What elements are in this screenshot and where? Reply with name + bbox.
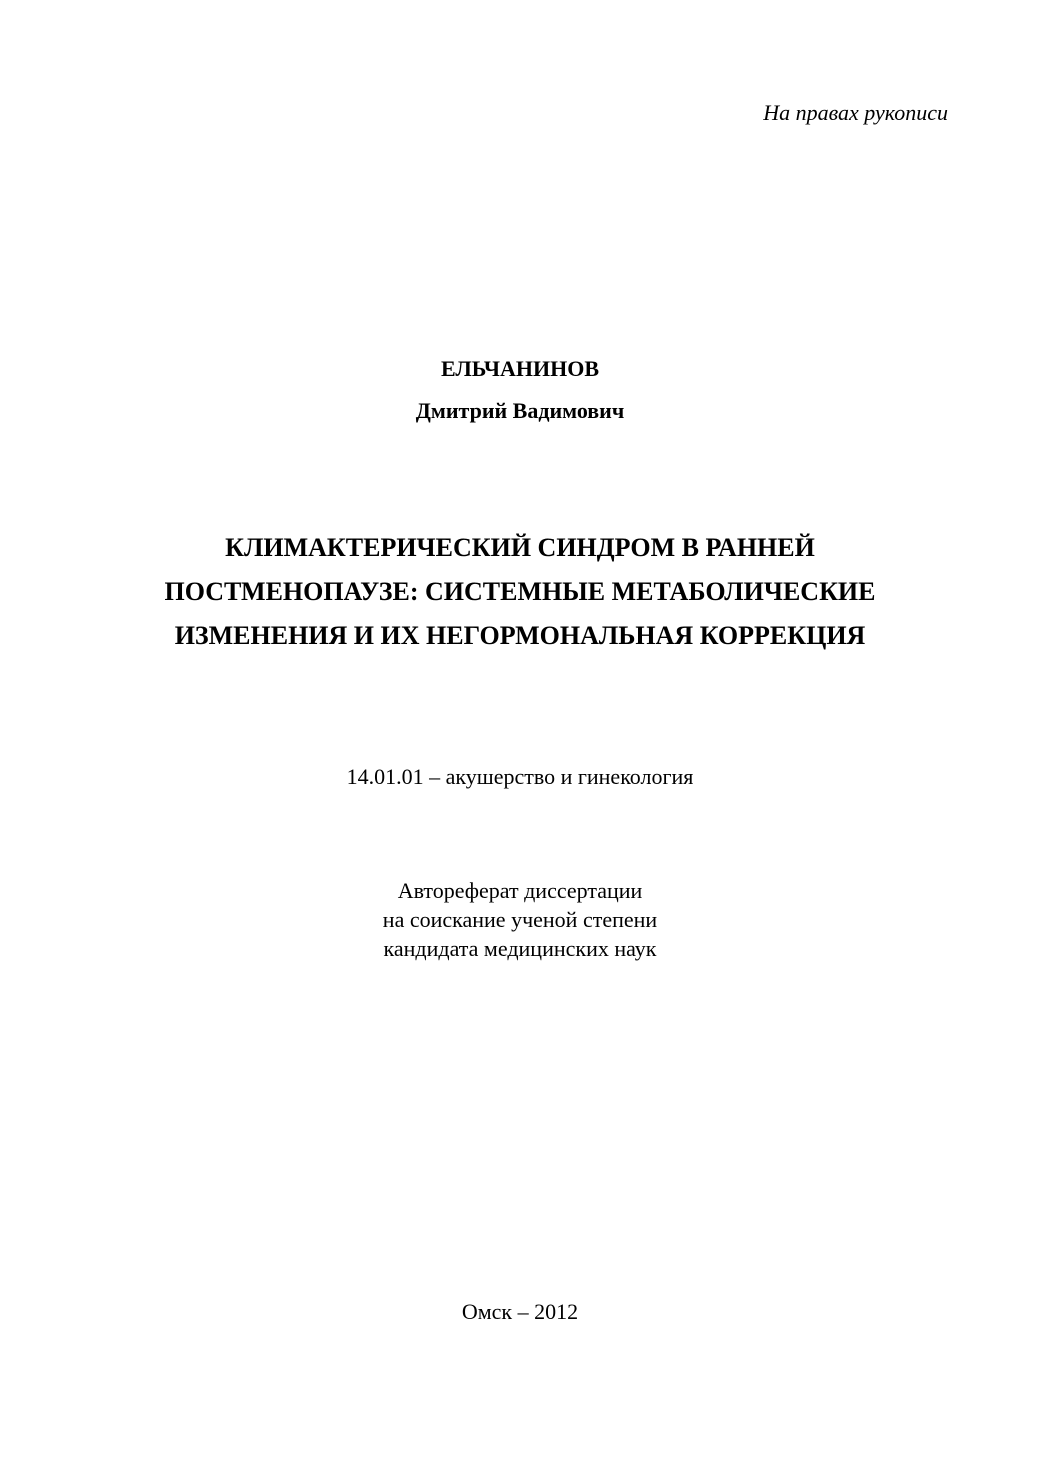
- degree-line: на соискание ученой степени: [382, 907, 658, 932]
- title-line: КЛИМАКТЕРИЧЕСКИЙ СИНДРОМ В РАННЕЙ: [225, 533, 815, 562]
- degree-line: кандидата медицинских наук: [383, 936, 657, 961]
- author-surname: ЕЛЬЧАНИНОВ: [440, 356, 600, 381]
- author-given-name: Дмитрий Вадимович: [415, 398, 625, 423]
- degree-statement: [0, 876, 1040, 963]
- title-line: ИЗМЕНЕНИЯ И ИХ НЕГОРМОНАЛЬНАЯ КОРРЕКЦИЯ: [174, 621, 866, 650]
- rights-note: На правах рукописи: [763, 100, 948, 125]
- degree-line: Автореферат диссертации: [397, 878, 643, 903]
- title-line: ПОСТМЕНОПАУЗЕ: СИСТЕМНЫЕ МЕТАБОЛИЧЕСКИЕ: [164, 577, 876, 606]
- specialty-code: 14.01.01 – акушерство и гинекология: [346, 764, 694, 789]
- city-year: Омск – 2012: [461, 1299, 579, 1324]
- dissertation-title: [0, 526, 1040, 658]
